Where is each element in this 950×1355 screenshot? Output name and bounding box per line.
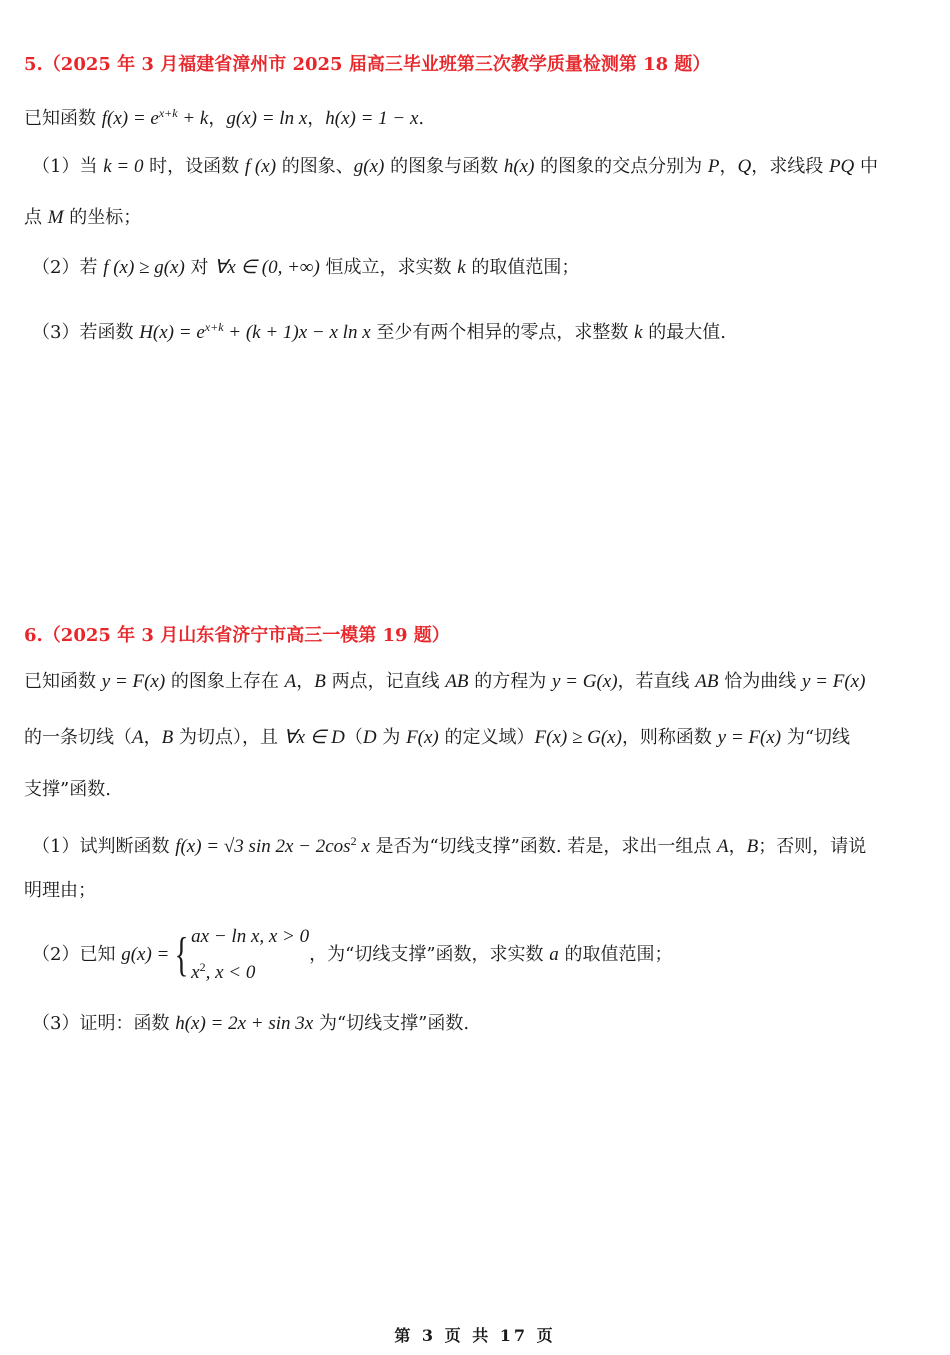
- piecewise-definition: [174, 922, 309, 988]
- problem-5-title: 5.（2025 年 3 月福建省漳州市 2025 届高三毕业班第三次教学质量检测第 18 题）: [24, 54, 711, 75]
- problem-6-part-1-cont: 明理由；: [24, 880, 96, 901]
- problem-5-part-3: （3）若函数 $H(x) = e^{x+k} + (k + 1)x - x$ ln x 至少有两个相异的零点，求整数 k 的最大值.: [32, 320, 726, 343]
- problem-6-title: 6.（2025 年 3 月山东省济宁市高三一模第 19 题）: [24, 625, 450, 646]
- problem-6-intro-line-2: 的一条切线（A，B 为切点），且 ∀x ∈ D（D 为 F(x) 的定义域）F(x) ≥ G(x)，则称函数 y = F(x) 为“切线: [24, 727, 851, 748]
- left-brace-icon: {: [174, 928, 189, 981]
- problem-5-part-1: （1）当 k = 0 时，设函数 f (x) 的图象、g(x) 的图象与函数 h(x) 的图象的交点分别为 P，Q，求线段 PQ 中: [32, 156, 878, 177]
- problem-6-part-1: （1）试判断函数 f(x) = √3 $\sin 2x - 2\cos^2$ x 是否为“切线支撑”函数. 若是，求出一组点 A，B；否则，请说: [32, 834, 867, 857]
- problem-5-part-2: （2）若 f (x) ≥ g(x) 对 ∀x ∈ (0, +∞) 恒成立，求实数 k 的取值范围；: [32, 257, 580, 278]
- problem-5-intro: 已知函数 $f(x) = e^{x+k} + k$，g(x) = ln x，h(x) = 1 − x.: [24, 106, 425, 129]
- page-number: 第 3 页 共 17 页: [394, 1326, 556, 1345]
- problem-6-part-3: （3）证明：函数 h(x) = 2x + sin 3x 为“切线支撑”函数.: [32, 1013, 470, 1034]
- problem-6-part-2: （2）已知 g(x) = { ax − ln x, x > 0 $x^2$, x < 0 ，为“切线支撑”函数，求实数 a 的取值范围；: [32, 922, 673, 988]
- problem-6-intro-line-3: 支撑”函数.: [24, 779, 111, 800]
- problem-6-intro-line-1: 已知函数 y = F(x) 的图象上存在 A，B 两点，记直线 AB 的方程为 y = G(x)，若直线 AB 恰为曲线 y = F(x): [24, 671, 866, 692]
- problem-5-part-1-cont: 点 M 的坐标；: [24, 207, 142, 228]
- case-1: ax − ln x, x > 0: [191, 926, 310, 947]
- case-2: $x^2$, x < 0: [191, 960, 256, 983]
